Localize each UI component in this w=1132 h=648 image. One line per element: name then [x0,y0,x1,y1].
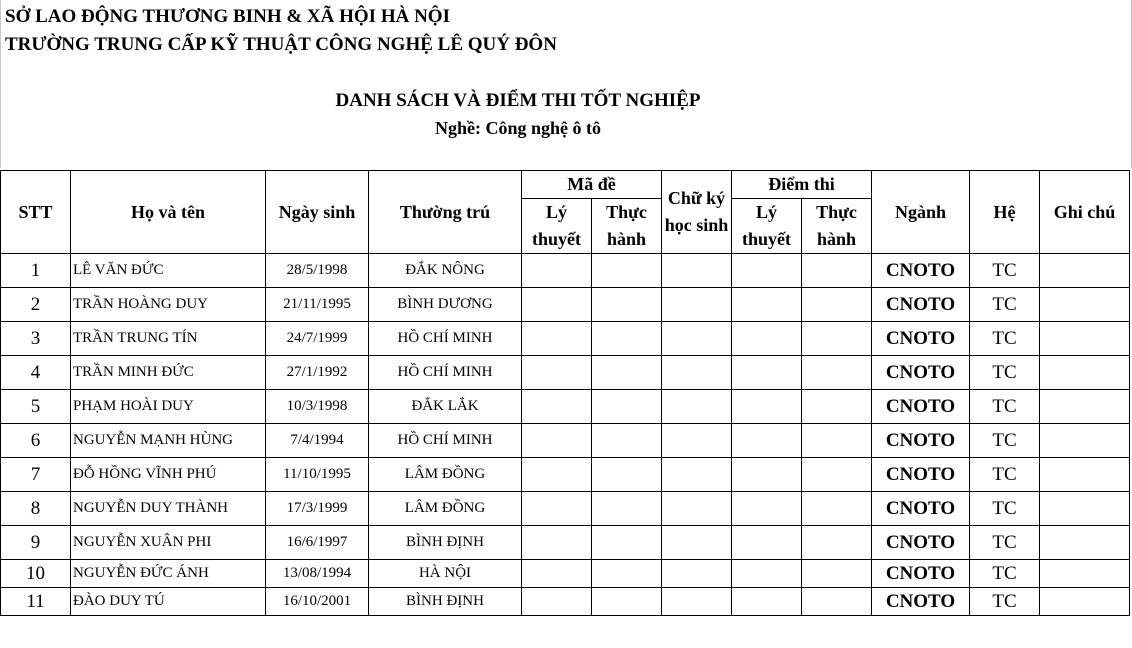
cell-signature [662,356,732,390]
cell-exam-theory [522,492,592,526]
cell-major: CNOTO [872,588,970,616]
cell-dob: 10/3/1998 [266,390,369,424]
cell-score-theory [732,288,802,322]
header-signature: Chữ ký học sinh [662,171,732,254]
cell-note [1040,588,1130,616]
document-title: DANH SÁCH VÀ ĐIỂM THI TỐT NGHIỆP [335,90,701,111]
cell-note [1040,254,1130,288]
cell-system: TC [970,526,1040,560]
cell-name: NGUYỄN MẠNH HÙNG [71,424,266,458]
cell-exam-practice [592,526,662,560]
cell-system: TC [970,322,1040,356]
table-row [1,288,1130,322]
cell-exam-theory [522,526,592,560]
header-system: Hệ [970,171,1040,254]
cell-name: LÊ VĂN ĐỨC [71,254,266,288]
cell-stt: 6 [1,424,71,458]
cell-note [1040,322,1130,356]
cell-exam-practice [592,390,662,424]
cell-note [1040,424,1130,458]
header-major: Ngành [872,171,970,254]
cell-stt: 10 [1,560,71,588]
cell-address: LÂM ĐỒNG [369,458,522,492]
cell-score-theory [732,356,802,390]
header-name: Họ và tên [71,171,266,254]
graduation-score-table [0,170,1130,616]
cell-stt: 5 [1,390,71,424]
cell-dob: 7/4/1994 [266,424,369,458]
org-line-1: SỞ LAO ĐỘNG THƯƠNG BINH & XÃ HỘI HÀ NỘI [5,6,450,27]
document-subtitle: Nghề: Công nghệ ô tô [434,118,601,138]
cell-address: ĐẮK LẮK [369,390,522,424]
cell-stt: 2 [1,288,71,322]
cell-score-practice [802,560,872,588]
cell-score-theory [732,526,802,560]
cell-system: TC [970,458,1040,492]
cell-score-practice [802,424,872,458]
cell-score-theory [732,458,802,492]
cell-exam-theory [522,588,592,616]
cell-address: LÂM ĐỒNG [369,492,522,526]
cell-stt: 3 [1,322,71,356]
cell-dob: 13/08/1994 [266,560,369,588]
cell-dob: 21/11/1995 [266,288,369,322]
cell-stt: 1 [1,254,71,288]
cell-major: CNOTO [872,390,970,424]
cell-score-theory [732,560,802,588]
cell-exam-theory [522,356,592,390]
cell-score-practice [802,526,872,560]
cell-signature [662,390,732,424]
cell-dob: 16/6/1997 [266,526,369,560]
cell-signature [662,492,732,526]
cell-system: TC [970,288,1040,322]
cell-stt: 7 [1,458,71,492]
cell-dob: 16/10/2001 [266,588,369,616]
table-row [1,492,1130,526]
header-exam-practice: Thực hành [592,199,662,254]
cell-score-practice [802,288,872,322]
cell-score-practice [802,322,872,356]
cell-major: CNOTO [872,322,970,356]
cell-system: TC [970,356,1040,390]
cell-score-theory [732,424,802,458]
cell-system: TC [970,492,1040,526]
cell-score-practice [802,588,872,616]
table-row [1,356,1130,390]
org-line-2: TRƯỜNG TRUNG CẤP KỸ THUẬT CÔNG NGHỆ LÊ QUÝ ĐÔN [5,34,557,55]
table-row [1,560,1130,588]
cell-exam-practice [592,424,662,458]
cell-exam-theory [522,424,592,458]
cell-signature [662,588,732,616]
cell-signature [662,288,732,322]
cell-score-practice [802,356,872,390]
cell-exam-theory [522,322,592,356]
cell-dob: 17/3/1999 [266,492,369,526]
cell-name: ĐỖ HỒNG VĨNH PHÚ [71,458,266,492]
cell-major: CNOTO [872,424,970,458]
cell-name: NGUYỄN XUÂN PHI [71,526,266,560]
cell-name: TRẦN TRUNG TÍN [71,322,266,356]
cell-score-theory [732,492,802,526]
cell-name: ĐÀO DUY TÚ [71,588,266,616]
cell-major: CNOTO [872,560,970,588]
header-exam-code: Mã đề [522,171,662,199]
cell-signature [662,560,732,588]
cell-name: PHẠM HOÀI DUY [71,390,266,424]
header-address: Thường trú [369,171,522,254]
cell-exam-practice [592,356,662,390]
cell-address: HỒ CHÍ MINH [369,322,522,356]
cell-major: CNOTO [872,356,970,390]
cell-system: TC [970,390,1040,424]
cell-address: BÌNH ĐỊNH [369,588,522,616]
cell-signature [662,254,732,288]
table-header-row-1 [1,171,1130,199]
header-score: Điểm thi [732,171,872,199]
header-score-practice: Thực hành [802,199,872,254]
cell-dob: 28/5/1998 [266,254,369,288]
cell-note [1040,526,1130,560]
cell-score-practice [802,492,872,526]
cell-note [1040,492,1130,526]
cell-exam-theory [522,560,592,588]
cell-signature [662,424,732,458]
cell-major: CNOTO [872,492,970,526]
cell-name: NGUYỄN DUY THÀNH [71,492,266,526]
cell-signature [662,526,732,560]
cell-exam-theory [522,390,592,424]
header-dob: Ngày sinh [266,171,369,254]
table-row [1,424,1130,458]
header-score-theory: Lý thuyết [732,199,802,254]
cell-score-practice [802,254,872,288]
cell-address: BÌNH ĐỊNH [369,526,522,560]
cell-stt: 4 [1,356,71,390]
cell-signature [662,322,732,356]
cell-major: CNOTO [872,458,970,492]
cell-exam-practice [592,492,662,526]
cell-note [1040,560,1130,588]
cell-stt: 8 [1,492,71,526]
cell-major: CNOTO [872,526,970,560]
table-row [1,526,1130,560]
cell-address: BÌNH DƯƠNG [369,288,522,322]
cell-exam-theory [522,458,592,492]
table-row [1,322,1130,356]
cell-signature [662,458,732,492]
cell-dob: 11/10/1995 [266,458,369,492]
cell-name: NGUYỄN ĐỨC ÁNH [71,560,266,588]
cell-score-theory [732,390,802,424]
sheet-left-border [0,0,1,168]
table-row [1,588,1130,616]
header-note: Ghi chú [1040,171,1130,254]
cell-exam-practice [592,458,662,492]
cell-name: TRẦN HOÀNG DUY [71,288,266,322]
cell-exam-practice [592,560,662,588]
table-row [1,254,1130,288]
cell-score-theory [732,254,802,288]
cell-dob: 27/1/1992 [266,356,369,390]
cell-system: TC [970,560,1040,588]
cell-score-practice [802,458,872,492]
cell-note [1040,356,1130,390]
cell-major: CNOTO [872,288,970,322]
cell-stt: 9 [1,526,71,560]
cell-exam-theory [522,288,592,322]
cell-address: ĐẮK NÔNG [369,254,522,288]
cell-dob: 24/7/1999 [266,322,369,356]
cell-major: CNOTO [872,254,970,288]
cell-system: TC [970,424,1040,458]
table-row [1,390,1130,424]
cell-exam-theory [522,254,592,288]
cell-address: HỒ CHÍ MINH [369,424,522,458]
cell-score-practice [802,390,872,424]
cell-exam-practice [592,322,662,356]
cell-system: TC [970,254,1040,288]
cell-stt: 11 [1,588,71,616]
cell-address: HÀ NỘI [369,560,522,588]
cell-exam-practice [592,588,662,616]
cell-note [1040,288,1130,322]
header-exam-theory: Lý thuyết [522,199,592,254]
cell-score-theory [732,322,802,356]
cell-exam-practice [592,254,662,288]
table-row [1,458,1130,492]
cell-system: TC [970,588,1040,616]
cell-score-theory [732,588,802,616]
cell-note [1040,458,1130,492]
cell-exam-practice [592,288,662,322]
cell-address: HỒ CHÍ MINH [369,356,522,390]
cell-name: TRẦN MINH ĐỨC [71,356,266,390]
cell-note [1040,390,1130,424]
header-stt: STT [1,171,71,254]
